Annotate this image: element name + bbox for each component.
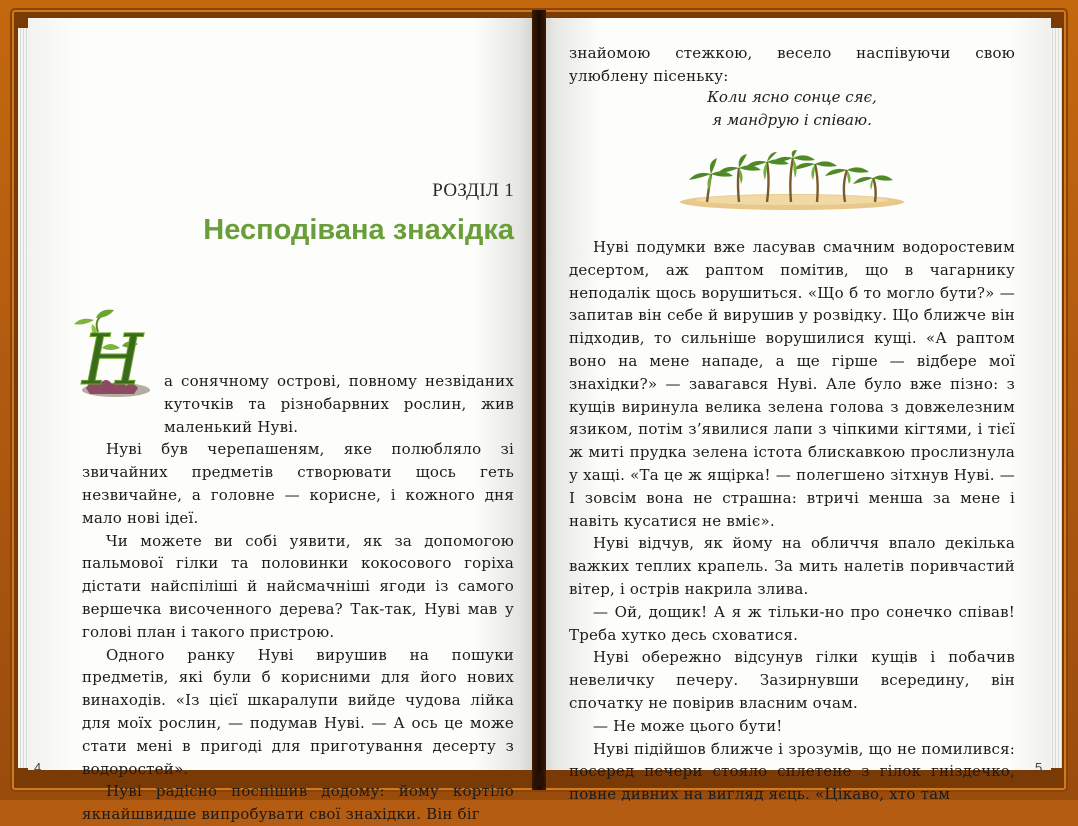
left-body-text [82,370,514,826]
page-number-left: 4 [34,760,42,775]
chapter-label: РОЗДІЛ 1 [432,180,514,201]
song-verse [569,86,1015,132]
bookmark-tip [532,770,546,786]
paragraph: Нуві відчув, як йому на обличчя впало декілька важких теплих крапель. За мить налетів поривчастий вітер, і острів накрила злива. [569,534,1015,598]
song-line: Коли ясно сонце сяє, [707,88,877,106]
right-page [539,18,1051,804]
paragraph: знайомою стежкою, весело наспівуючи свою улюблену пісеньку: [569,44,1015,85]
paragraph: Нуві радісно поспішив додому: йому кортіло якнайшвидше випробувати свої знахідки. Він біг [82,782,514,824]
page-number-right: 5 [1035,760,1043,775]
paragraph: — Ой, дощик! А я ж тільки-но про сонечко співав! Треба хутко десь сховатися. [569,602,1015,644]
paragraph: Нуві подумки вже ласував смачним водоростевим десертом, аж раптом помітив, що в чагарнику неподалік щось ворушиться. «Що б то могло бути?» — запитав він себе й вирушив у розвідку. Що ближче він підходив, то сильніше ворушилися кущі. «А раптом воно на мене нападе, а ще гірше — відбере мої знахідки?» — завагався Нуві. Але було вже пізно: з кущів виринула велика зелена голова з довжелезним язиком, потім з’явилися лапи з чіпкими кігтями, і тієї ж миті прудка зелена істота блискавкою прослизнула у хащі. «Та це ж ящірка! — полегшено зітхнув Нуві. — І зовсім вона не страшна: втричі менша за мене і навіть кусатися не вміє». [569,238,1015,530]
right-body-text [569,236,1015,806]
left-page [28,18,536,824]
paragraph: Чи можете ви собі уявити, як за допомогою пальмової гілки та половинки кокосового горіха дістати найспіліші й найсмачніші ягоди із самого вершечка височенного дерева? Так-так, Нуві мав у голові план і такого пристрою. [82,531,514,641]
book-spine [532,10,546,790]
paragraph: Одного ранку Нуві вирушив на пошуки предметів, які були б корисними для його нових винаходів. «Із цієї шкаралупи вийде чудова лійка для моїх рослин, — подумав Нуві. — А ось це може стати мені в пригоді для приготування десерту з водоростей». [82,645,514,778]
right-top-text [569,42,1015,88]
paragraph: Нуві був черепашеням, яке полюбляло зі звичайних предметів створювати щось геть незвичайне, а головне — корисне, і кожного дня мало нові ідеї. [82,440,514,527]
paragraph: Нуві обережно відсунув гілки кущів і побачив невеличку печеру. Зазирнувши всередину, він спочатку не повірив власним очам. [569,648,1015,712]
paragraph: а сонячному острові, повному незвіданих куточків та різнобарвних рослин, жив маленький Нуві. [164,372,514,436]
palm-island-illustration [677,150,907,212]
chapter-title: Несподівана знахідка [203,214,514,246]
drop-cap-letter: Н [82,319,144,401]
paragraph: — Не може цього бути! [593,716,783,735]
song-line: я мандрую і співаю. [712,110,872,129]
paragraph: Нуві підійшов ближче і зрозумів, що не помилився: посеред печери стояло сплетене з гілок гніздечко, повне дивних на вигляд яєць. «Цікаво, хто там [569,739,1015,804]
